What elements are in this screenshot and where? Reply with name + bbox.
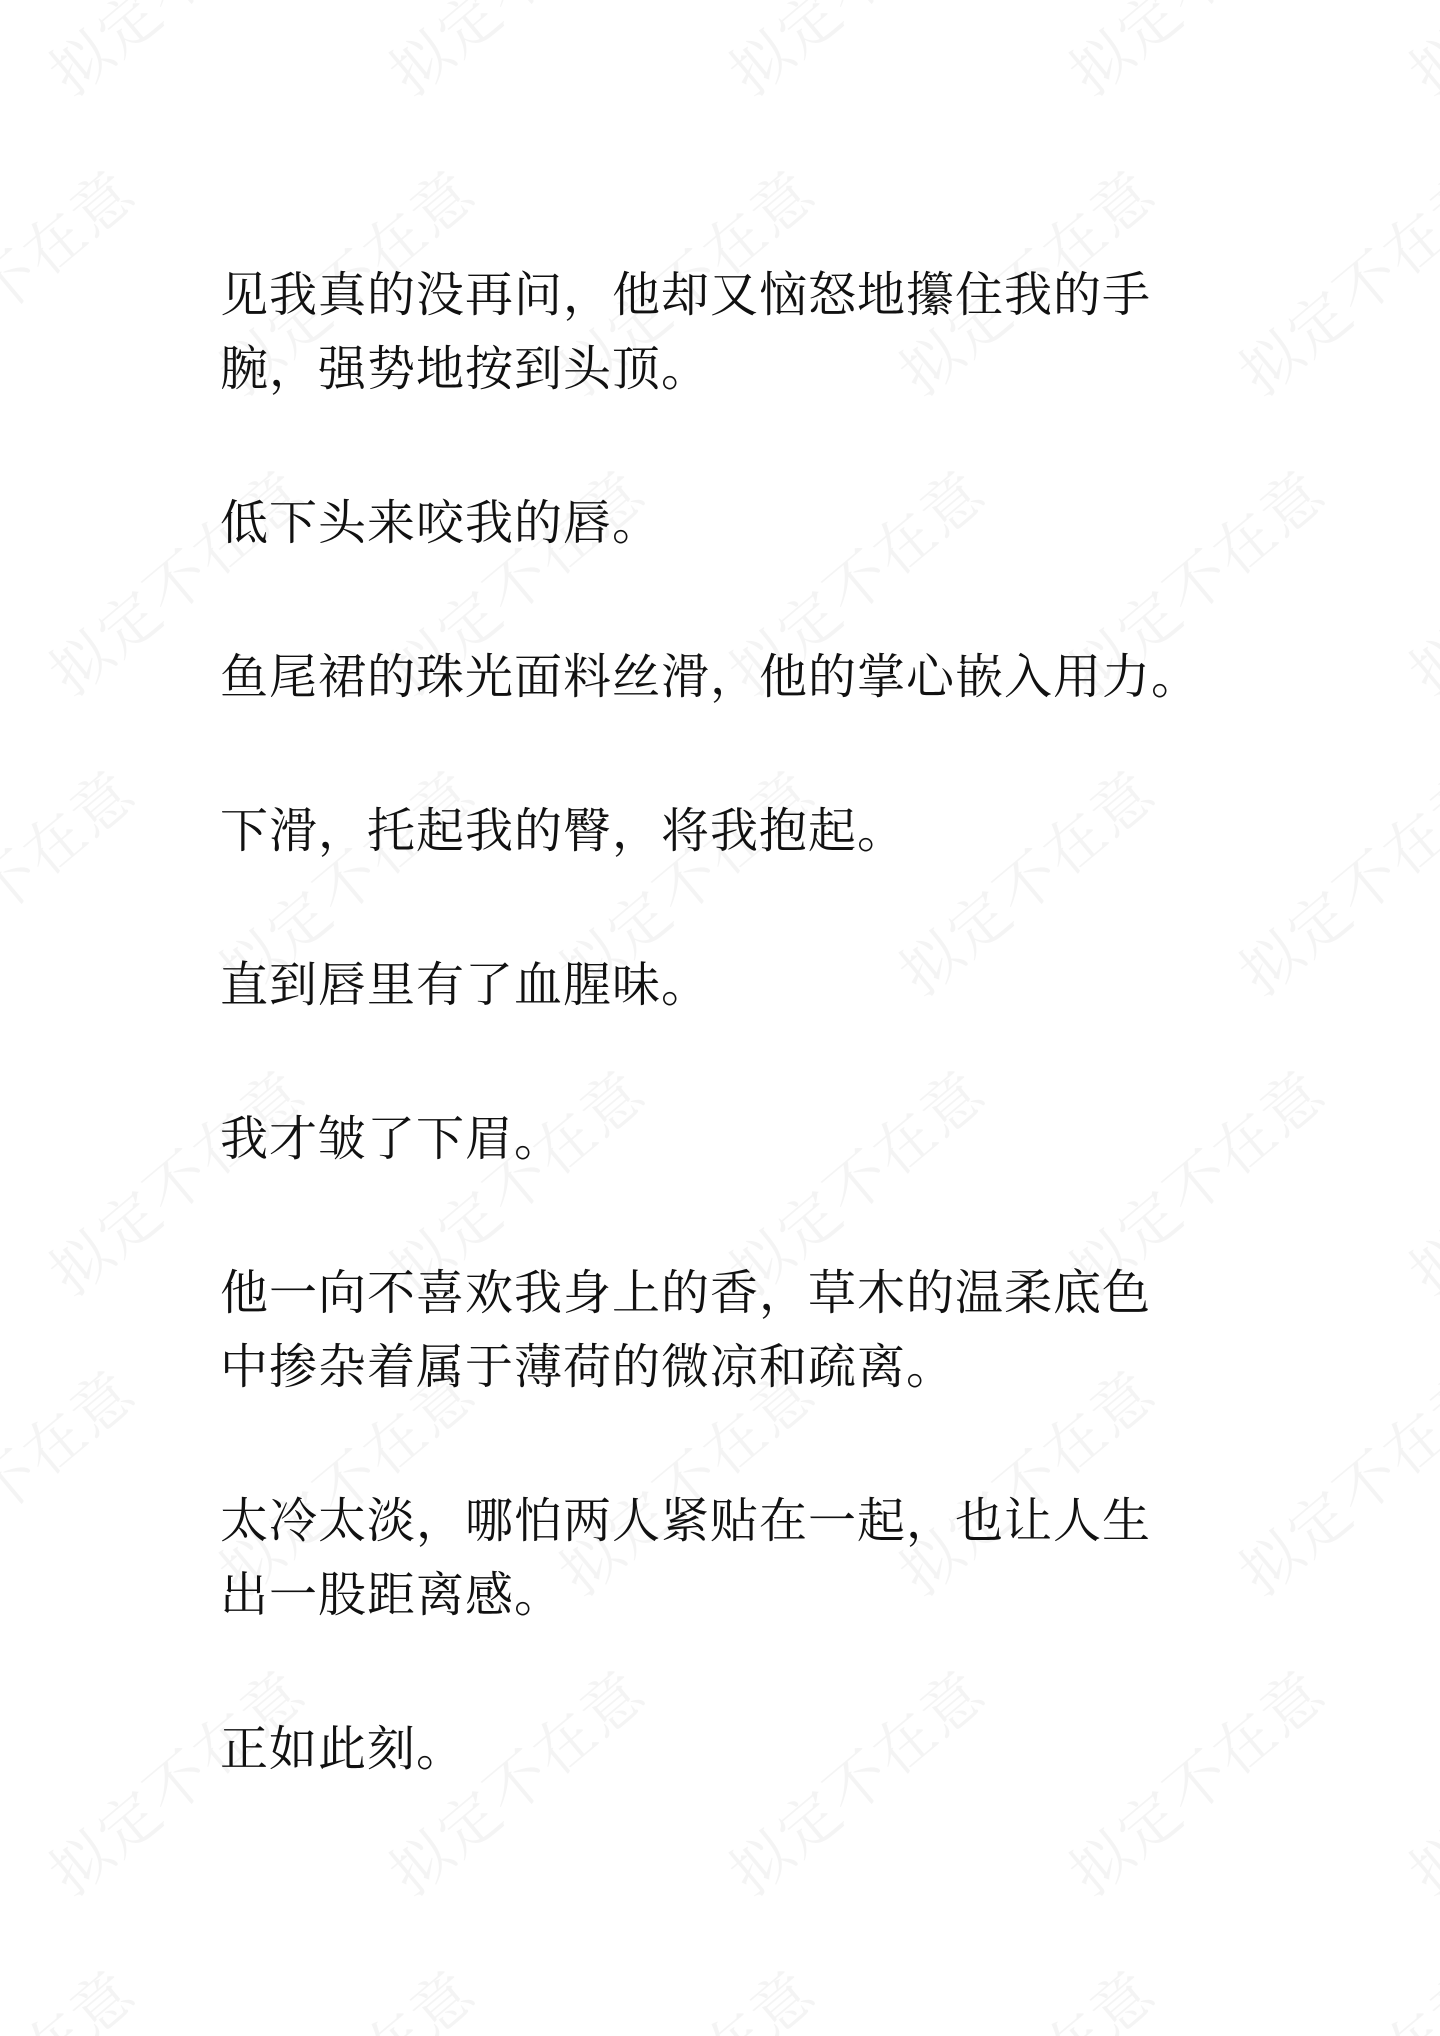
watermark-text bbox=[1230, 1961, 1440, 2036]
watermark-text bbox=[1400, 1661, 1440, 1906]
paragraph: 下滑，托起我的臀，将我抱起。 bbox=[220, 803, 907, 859]
paragraph: 我才皱了下眉。 bbox=[220, 1111, 564, 1167]
watermark-text bbox=[890, 1961, 1166, 2036]
watermark-text bbox=[1230, 161, 1440, 406]
watermark-text bbox=[0, 1961, 146, 2036]
paragraph: 正如此刻。 bbox=[220, 1721, 466, 1777]
paragraph: 低下头来咬我的唇。 bbox=[220, 495, 662, 551]
paragraph: 鱼尾裙的珠光面料丝滑，他的掌心嵌入用力。 bbox=[220, 649, 1201, 705]
watermark-text bbox=[1400, 0, 1440, 106]
watermark-text bbox=[40, 0, 316, 106]
watermark-text bbox=[1230, 1361, 1440, 1606]
watermark-text bbox=[720, 0, 996, 106]
paragraph: 直到唇里有了血腥味。 bbox=[220, 957, 711, 1013]
article-body bbox=[220, 258, 1260, 1866]
watermark-text bbox=[210, 1961, 486, 2036]
watermark-text bbox=[1230, 761, 1440, 1006]
watermark-text bbox=[1400, 1061, 1440, 1306]
watermark-text bbox=[0, 761, 146, 1006]
paragraph: 见我真的没再问，他却又恼怒地攥住我的手 腕，强势地按到头顶。 bbox=[220, 267, 1152, 397]
watermark-text bbox=[1400, 461, 1440, 706]
watermark-text bbox=[380, 0, 656, 106]
paragraph: 太冷太淡，哪怕两人紧贴在一起，也让人生 出一股距离感。 bbox=[220, 1493, 1152, 1623]
watermark-text bbox=[0, 1361, 146, 1606]
paragraph: 他一向不喜欢我身上的香，草木的温柔底色 中掺杂着属于薄荷的微凉和疏离。 bbox=[220, 1265, 1152, 1395]
watermark-text bbox=[1060, 0, 1336, 106]
watermark-text bbox=[0, 161, 146, 406]
watermark-text bbox=[550, 1961, 826, 2036]
